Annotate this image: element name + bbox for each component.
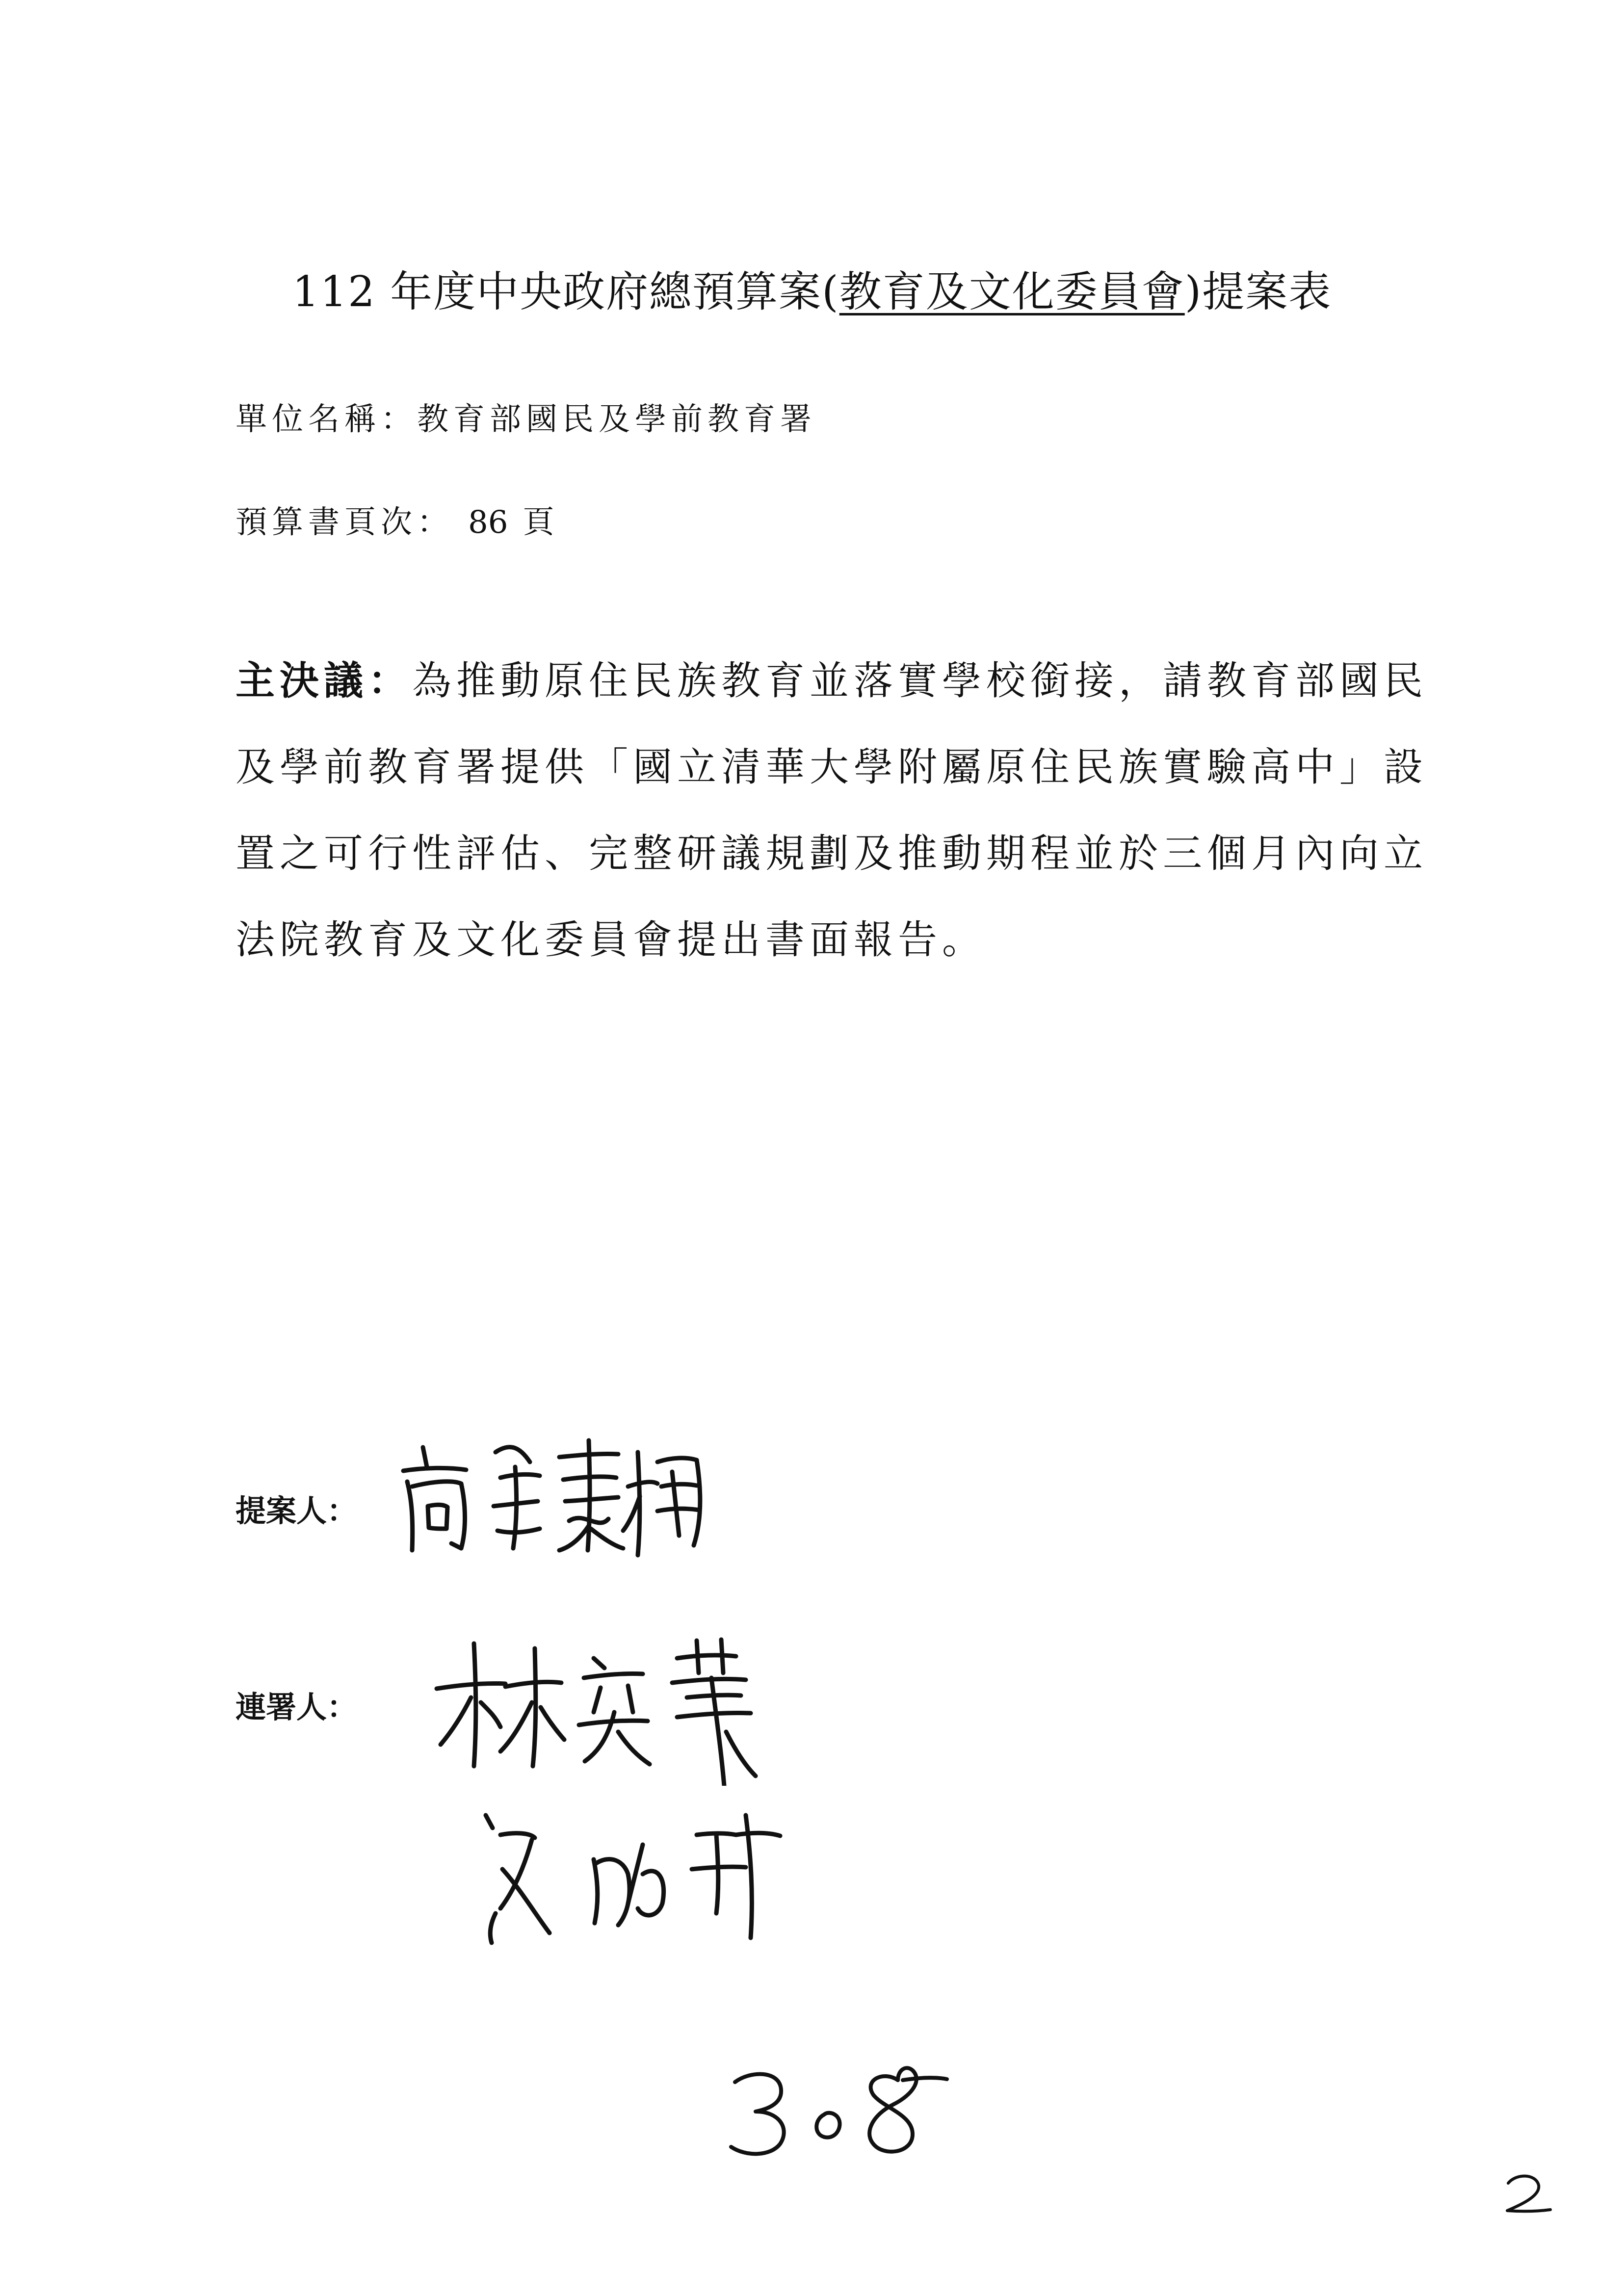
main-resolution (236, 638, 1428, 983)
title-prefix: 112 年度中央政府總預算案( (292, 267, 839, 316)
unit-name: 教育部國民及學前教育署 (417, 401, 816, 438)
document-title (0, 265, 1624, 319)
page-number: 86 (468, 504, 508, 541)
proposer-signature (393, 1433, 707, 1560)
resolution-label: 主決議： (236, 658, 412, 704)
cosigner-label: 連署人： (236, 1689, 358, 1725)
title-committee: 教育及文化委員會 (839, 267, 1185, 316)
unit-line (236, 400, 816, 439)
cosigner-signature-1 (432, 1629, 785, 1786)
budget-page-line (236, 503, 559, 542)
page-unit: 頁 (523, 504, 559, 541)
resolution-text: 為推動原住民族教育並落實學校銜接，請教育部國民及學前教育署提供「國立清華大學附屬原住民族實驗高中」設置之可行性評估、完整研議規劃及推動期程並於三個月內向立法院教育及文化委員會提出書面報告。 (236, 658, 1428, 963)
page-label: 預算書頁次： (236, 504, 453, 541)
handwritten-corner-mark (1501, 2168, 1555, 2218)
handwritten-page-mark (726, 2061, 952, 2164)
proposer-label: 提案人： (236, 1493, 358, 1529)
title-suffix: )提案表 (1184, 267, 1332, 316)
unit-label: 單位名稱： (236, 401, 417, 438)
cosigner-signature-2 (481, 1805, 785, 1948)
